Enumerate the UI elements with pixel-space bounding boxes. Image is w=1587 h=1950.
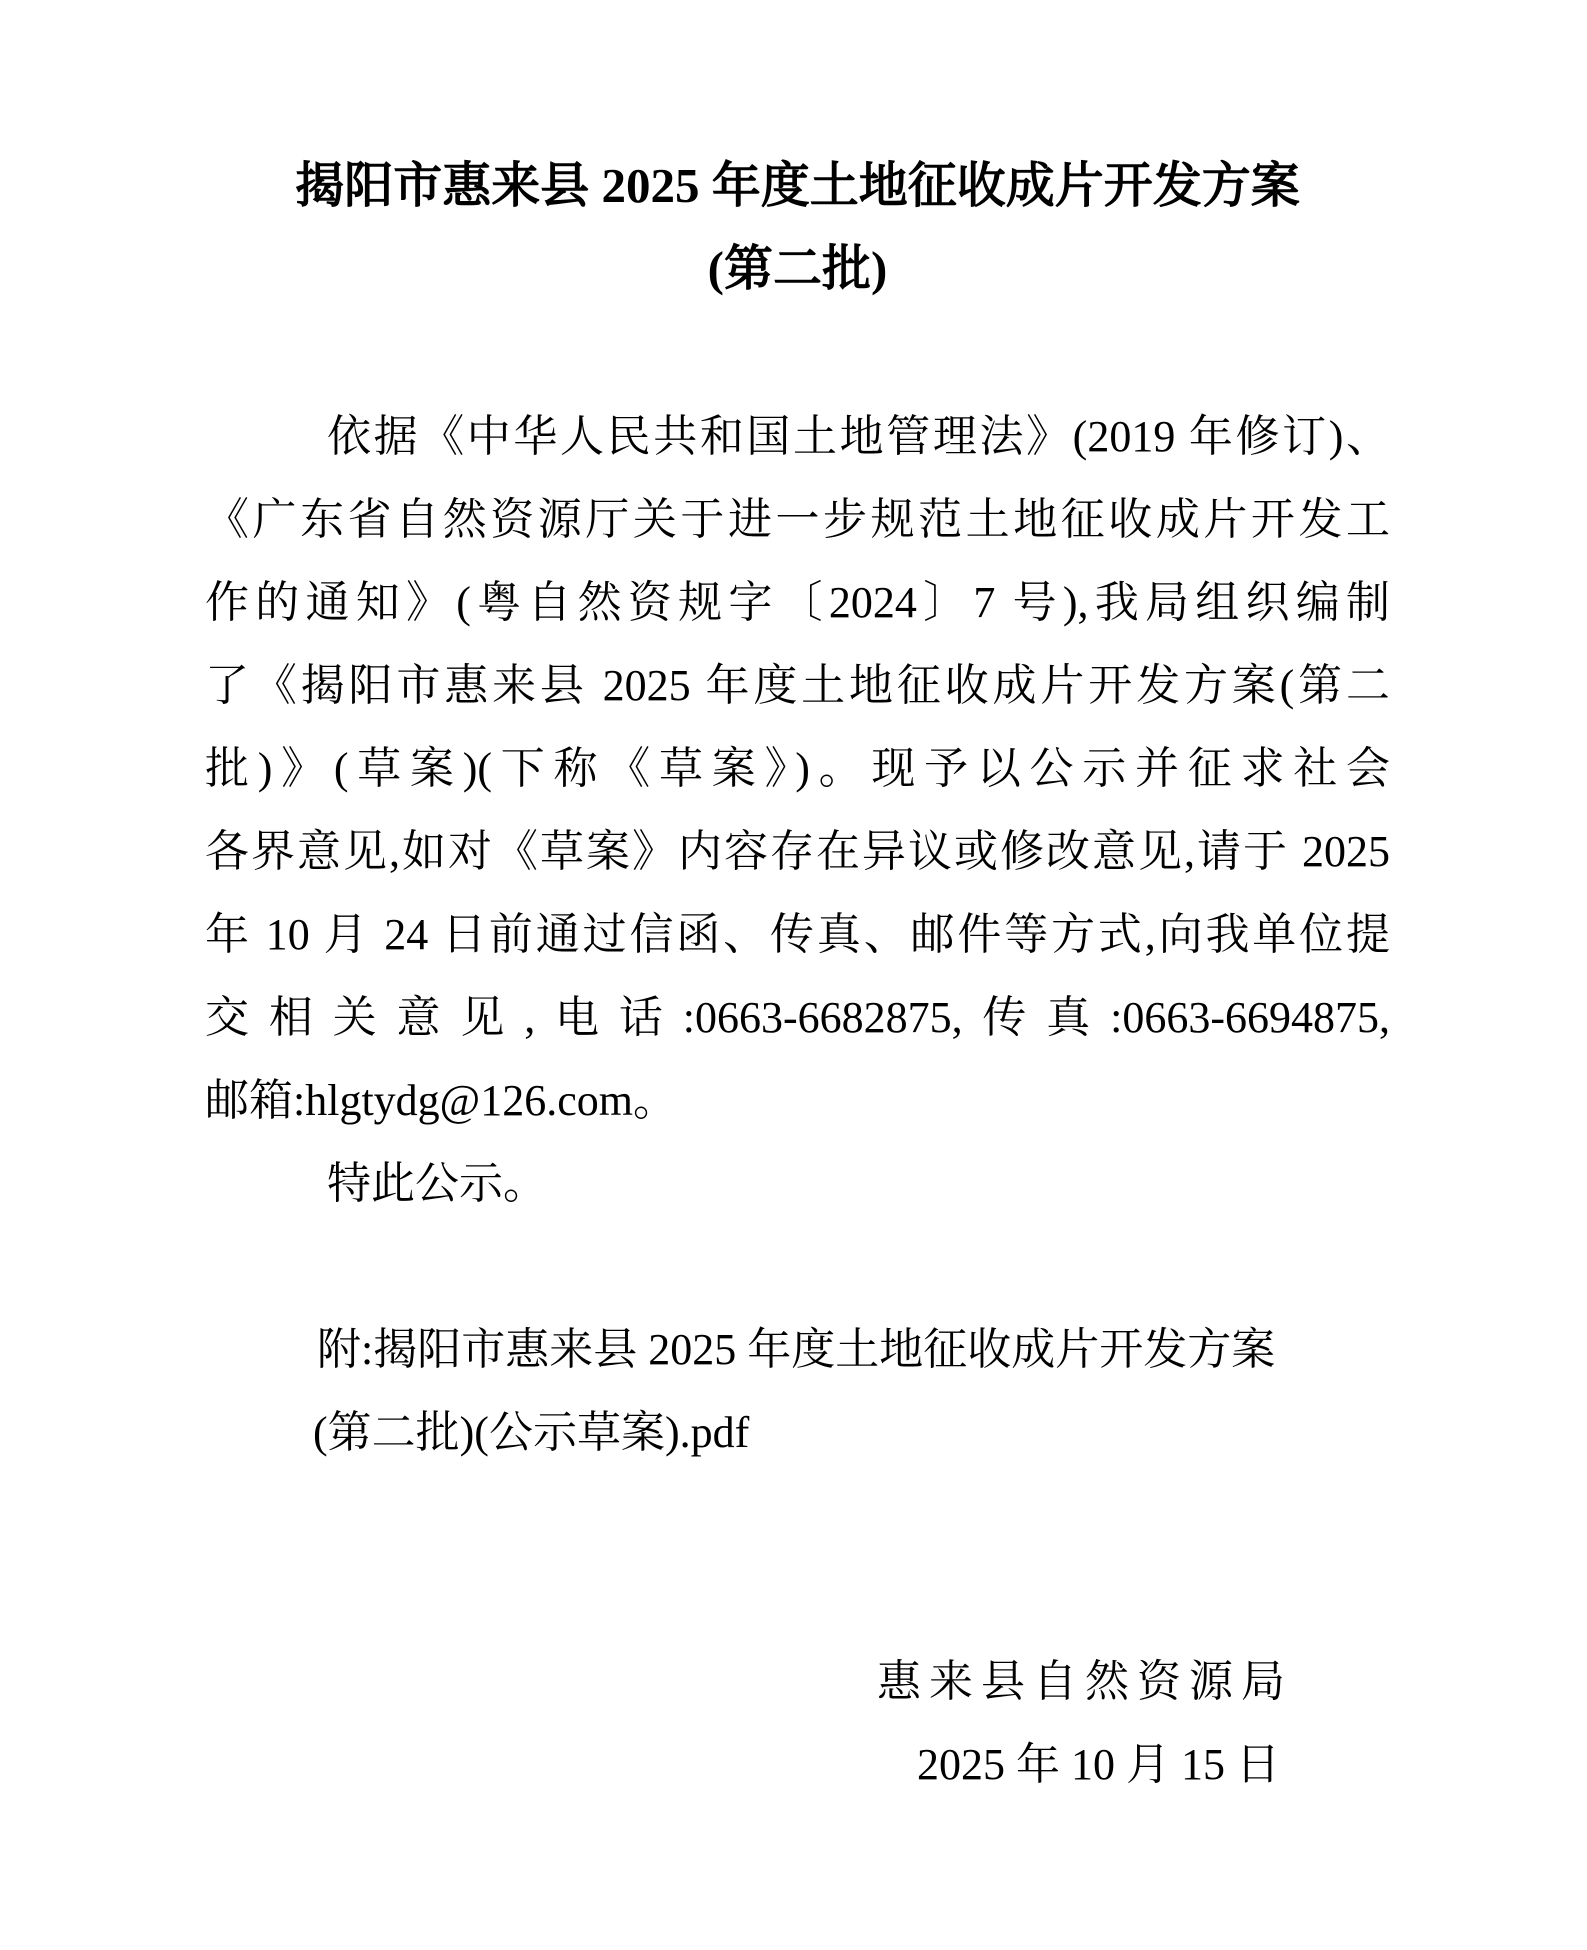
blank-line: [205, 1474, 1390, 1557]
body-line-6: 各界意见,如对《草案》内容存在异议或修改意见,请于 2025: [205, 827, 1390, 876]
attachment-line-1: 附:揭阳市惠来县 2025 年度土地征收成片开发方案: [317, 1325, 1276, 1374]
document-body: [205, 395, 1390, 1806]
body-line-9: 邮箱:hlgtydg@126.com。: [205, 1076, 677, 1125]
title-body-gap: [205, 310, 1390, 395]
body-line-4: 了《揭阳市惠来县 2025 年度土地征收成片开发方案(第二: [205, 661, 1390, 710]
title-line-2: (第二批): [707, 241, 888, 296]
body-line-1: 依据《中华人民共和国土地管理法》(2019 年修订)、: [327, 412, 1390, 461]
blank-line: [205, 1225, 1390, 1308]
body-line-5: 批)》(草案)(下称《草案》)。现予以公示并征求社会: [205, 744, 1390, 793]
body-line-2: 《广东省自然资源厅关于进一步规范土地征收成片开发工: [205, 495, 1390, 544]
body-line-7: 年 10 月 24 日前通过信函、传真、邮件等方式,向我单位提: [205, 910, 1390, 959]
body-line-3: 作的通知》(粤自然资规字〔2024〕7 号),我局组织编制: [205, 578, 1390, 627]
signature-org: 惠来县自然资源局: [877, 1657, 1293, 1706]
signature-block: [205, 1640, 1390, 1806]
closing-line: 特此公示。: [327, 1159, 547, 1208]
document-title-block: [205, 144, 1390, 310]
attachment-line-2: (第二批)(公示草案).pdf: [313, 1408, 750, 1457]
signature-date: 2025 年 10 月 15 日: [917, 1740, 1280, 1789]
body-line-8: 交相关意见,电话:0663-6682875,传真:0663-6694875,: [205, 993, 1390, 1042]
blank-line: [205, 1557, 1390, 1640]
title-line-1: 揭阳市惠来县 2025 年度土地征收成片开发方案: [295, 158, 1300, 213]
